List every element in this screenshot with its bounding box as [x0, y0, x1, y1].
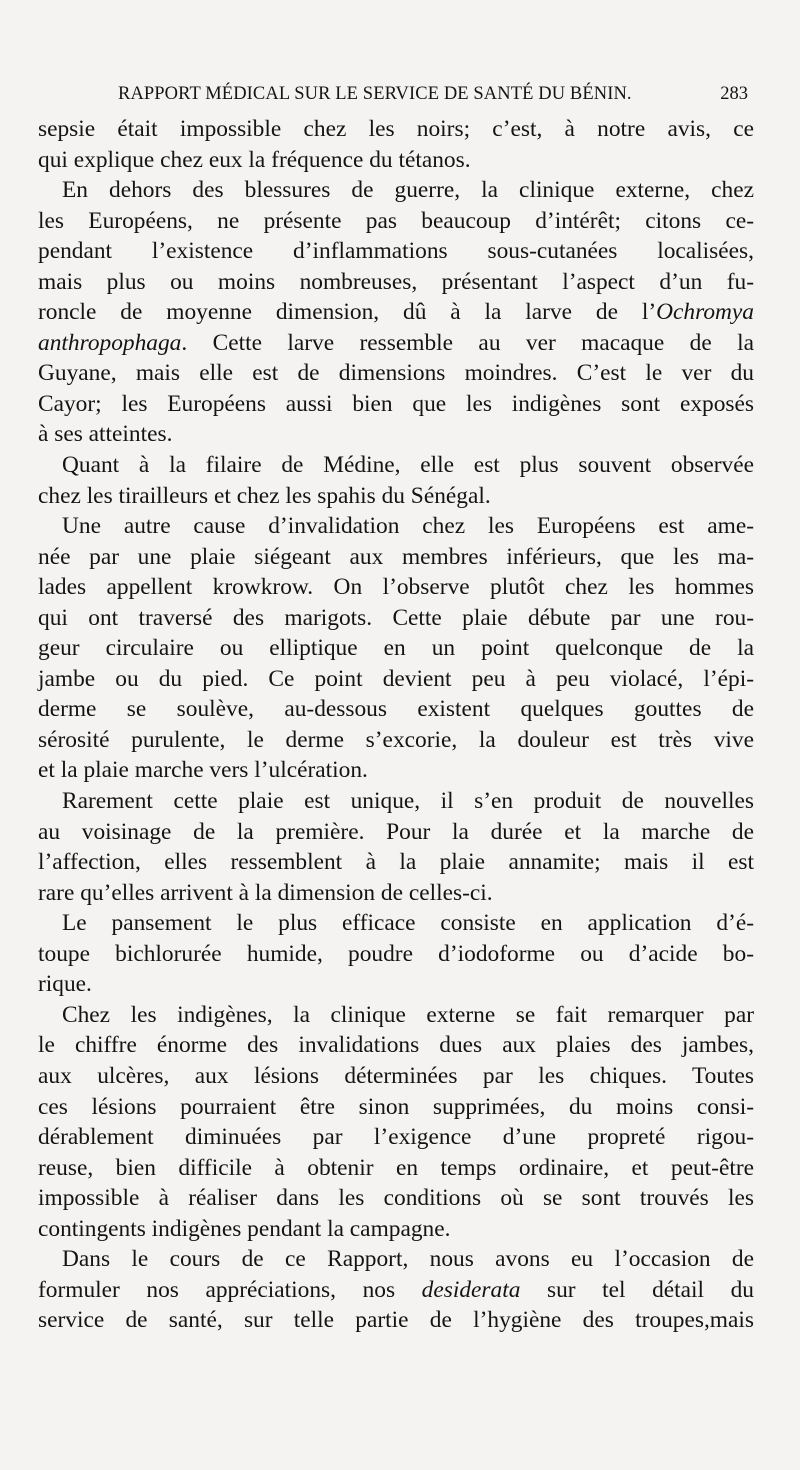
line-text: jambe ou du pied. Ce point devient peu à peu violacé, l’épi-: [38, 665, 754, 692]
line-text: derme se soulève, au-dessous existent quelques gouttes de: [38, 696, 754, 723]
line-text: Le pansement le plus efficace consiste en application d’é-: [62, 910, 754, 937]
text-line: [38, 450, 754, 481]
text-line: [38, 297, 754, 328]
page-number: 283: [720, 84, 748, 104]
text-line: [38, 358, 754, 389]
italic-term: anthropophaga: [38, 329, 182, 356]
text-line: [38, 145, 754, 176]
line-text: roncle de moyenne dimension, dû à la larve de l’: [38, 299, 657, 326]
text-line: [38, 542, 754, 573]
line-text: et la plaie marche vers l’ulcération.: [38, 757, 368, 784]
text-line: [38, 1061, 754, 1092]
text-line: [38, 1244, 754, 1275]
line-text: sepsie était impossible chez les noirs; c’est, à notre avis, ce: [38, 116, 754, 142]
line-text: à ses atteintes.: [38, 421, 173, 448]
line-text: Dans le cours de ce Rapport, nous avons eu l’occasion de: [62, 1246, 754, 1273]
text-line: [38, 389, 754, 420]
line-text: au voisinage de la première. Pour la durée et la marche de: [38, 818, 754, 845]
text-line: [38, 236, 754, 267]
text-line: [38, 694, 754, 725]
italic-term: desiderata: [421, 1276, 521, 1303]
text-line: [38, 939, 754, 970]
line-text: Quant à la filaire de Médine, elle est plus souvent observée: [62, 452, 754, 479]
text-line: [38, 114, 754, 145]
line-text: formuler nos appréciations, nos: [38, 1276, 422, 1303]
text-line: [38, 603, 754, 634]
line-text: le chiffre énorme des invalidations dues aux plaies des jambes,: [38, 1032, 754, 1059]
text-line: [38, 1305, 754, 1336]
line-text: service de santé, sur telle partie de l’hygiène des troupes,mais: [38, 1307, 754, 1334]
line-text: rare qu’elles arrivent à la dimension de celles-ci.: [38, 879, 493, 906]
text-line: [38, 175, 754, 206]
text-line: [38, 511, 754, 542]
line-text: Rarement cette plaie est unique, il s’en produit de nouvelles: [62, 788, 754, 815]
line-text: aux ulcères, aux lésions déterminées par les chiques. Toutes: [38, 1062, 754, 1089]
text-line: [38, 481, 754, 512]
line-text: Guyane, mais elle est de dimensions moindres. C’est le ver du: [38, 360, 754, 387]
text-line: [38, 786, 754, 817]
line-text: chez les tirailleurs et chez les spahis du Sénégal.: [38, 482, 491, 509]
body-text: [38, 114, 754, 1336]
page-header: [118, 84, 748, 110]
italic-term: Ochromya: [656, 299, 754, 326]
text-line: [38, 969, 754, 1000]
text-line: [38, 206, 754, 237]
line-text: rique.: [38, 971, 92, 998]
text-line: [38, 1214, 754, 1245]
text-line: [38, 572, 754, 603]
line-text: qui ont traversé des marigots. Cette plaie débute par une rou-: [38, 604, 754, 631]
text-line: [38, 1000, 754, 1031]
line-text: née par une plaie siégeant aux membres inférieurs, que les ma-: [38, 543, 754, 570]
line-text: contingents indigènes pendant la campagne.: [38, 1215, 451, 1242]
text-line: [38, 878, 754, 909]
line-text: lades appellent krowkrow. On l’observe plutôt chez les hommes: [38, 574, 754, 601]
line-text: . Cette larve ressemble au ver macaque de la: [181, 329, 754, 356]
text-line: [38, 817, 754, 848]
line-text: impossible à réaliser dans les conditions où se sont trouvés les: [38, 1185, 754, 1212]
text-line: [38, 267, 754, 298]
text-line: [38, 419, 754, 450]
text-line: [38, 1153, 754, 1184]
text-line: [38, 664, 754, 695]
running-title: RAPPORT MÉDICAL SUR LE SERVICE DE SANTÉ DU BÉNIN.: [118, 84, 632, 104]
line-text: geur circulaire ou elliptique en un point quelconque de la: [38, 635, 754, 662]
text-line: [38, 1030, 754, 1061]
text-line: [38, 1122, 754, 1153]
line-text: pendant l’existence d’inflammations sous-cutanées localisées,: [38, 238, 754, 265]
text-line: [38, 1183, 754, 1214]
line-text: sérosité purulente, le derme s’excorie, la douleur est très vive: [38, 726, 754, 753]
line-text: mais plus ou moins nombreuses, présentant l’aspect d’un fu-: [38, 268, 754, 295]
line-text: sur tel détail du: [520, 1276, 754, 1303]
line-text: dérablement diminuées par l’exigence d’une propreté rigou-: [38, 1124, 754, 1151]
text-line: [38, 1092, 754, 1123]
text-line: [38, 847, 754, 878]
text-line: [38, 1275, 754, 1306]
line-text: Cayor; les Européens aussi bien que les indigènes sont exposés: [38, 390, 754, 417]
text-line: [38, 633, 754, 664]
line-text: toupe bichlorurée humide, poudre d’iodoforme ou d’acide bo-: [38, 940, 754, 967]
line-text: les Européens, ne présente pas beaucoup d’intérêt; citons ce-: [38, 207, 754, 234]
line-text: qui explique chez eux la fréquence du tétanos.: [38, 146, 471, 173]
line-text: reuse, bien difficile à obtenir en temps ordinaire, et peut-être: [38, 1154, 754, 1181]
line-text: Chez les indigènes, la clinique externe se fait remarquer par: [62, 1001, 754, 1028]
line-text: Une autre cause d’invalidation chez les Européens est ame-: [62, 513, 754, 540]
text-line: [38, 725, 754, 756]
line-text: En dehors des blessures de guerre, la clinique externe, chez: [62, 177, 754, 204]
text-line: [38, 755, 754, 786]
line-text: ces lésions pourraient être sinon supprimées, du moins consi-: [38, 1093, 754, 1120]
text-line: [38, 328, 754, 359]
line-text: l’affection, elles ressemblent à la plaie annamite; mais il est: [38, 849, 754, 876]
text-line: [38, 908, 754, 939]
